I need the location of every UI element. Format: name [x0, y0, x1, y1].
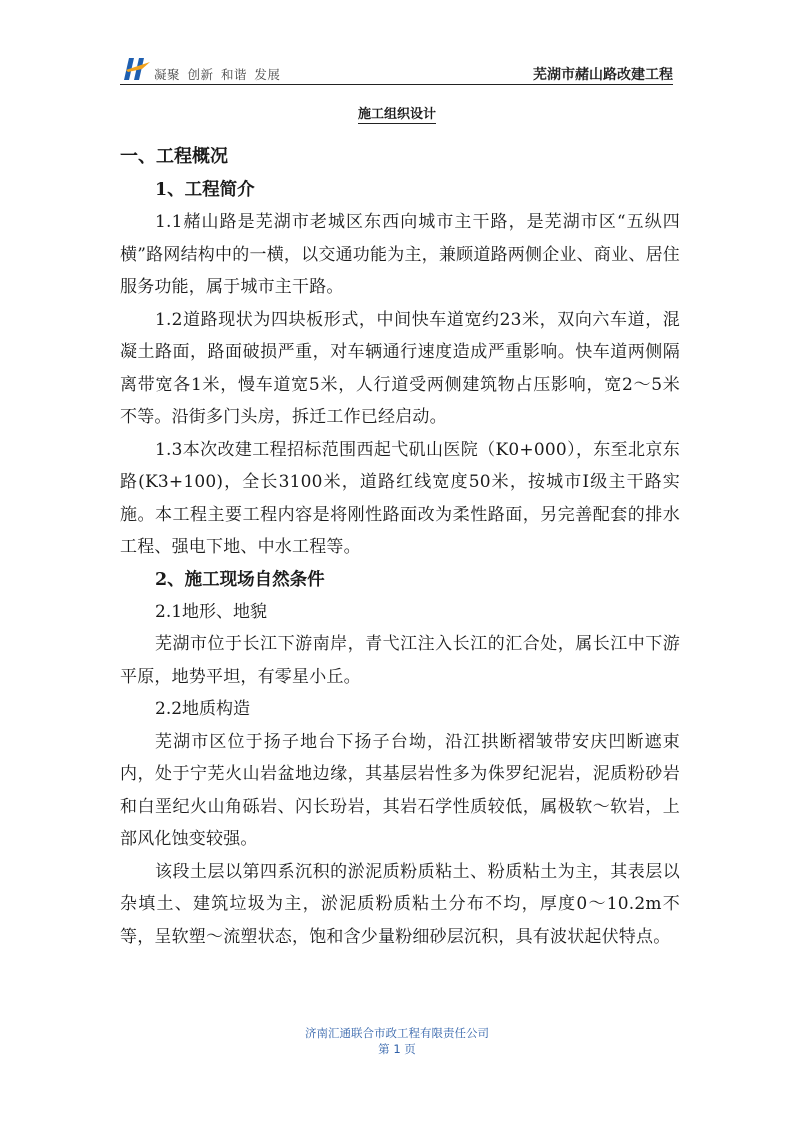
document-title-text: 施工组织设计: [357, 107, 436, 122]
paragraph: 1.2道路现状为四块板形式，中间快车道宽约23米，双向六车道，混凝土路面，路面破损严重，对车辆通行速度造成严重影响。快车道两侧隔离带宽各1米，慢车道宽5米，人行道受两侧建筑物占压影响，宽2～5米不等。沿街多门头房，拆迁工作已经启动。: [120, 309, 680, 427]
header-project-name: 芜湖市赭山路改建工程: [533, 67, 673, 83]
document-title: [0, 103, 794, 122]
header-slogan: 凝聚 创新 和谐 发展: [154, 67, 281, 82]
paragraph: 1.3本次改建工程招标范围西起弋矶山医院（K0+000），东至北京东路(K3+100)，全长3100米，道路红线宽度50米，按城市I级主干路实施。本工程主要工程内容是将刚性路面改为柔性路面，另完善配套的排水工程、强电下地、中水工程等。: [120, 439, 680, 557]
paragraph: 芜湖市位于长江下游南岸，青弋江注入长江的汇合处，属长江中下游平原，地势平坦，有零星小丘。: [120, 634, 680, 687]
item-label: 2.2地质构造: [155, 699, 251, 719]
page-footer: [0, 1025, 794, 1057]
company-logo-icon: [124, 56, 150, 82]
paragraph: 该段土层以第四系沉积的淤泥质粉质粘土、粉质粘土为主，其表层以杂填土、建筑垃圾为主，淤泥质粉质粘土分布不均，厚度0～10.2m不等，呈软塑～流塑状态，饱和含少量粉细砂层沉积，具有波状起伏特点。: [120, 861, 680, 947]
footer-company: 济南汇通联合市政工程有限责任公司: [305, 1026, 489, 1040]
paragraph: 芜湖市区位于扬子地台下扬子台坳，沿江拱断褶皱带安庆凹断遮束内，处于宁芜火山岩盆地边缘，其基层岩性多为侏罗纪泥岩，泥质粉砂岩和白垩纪火山角砾岩、闪长玢岩，其岩石学性质较低，属极软～软岩，上部风化蚀变较强。: [120, 731, 680, 849]
item-label: 2.1地形、地貌: [155, 601, 268, 622]
paragraph: 1.1赭山路是芜湖市老城区东西向城市主干路，是芜湖市区“五纵四横”路网结构中的一横，以交通功能为主，兼顾道路两侧企业、商业、居住服务功能，属于城市主干路。: [120, 212, 680, 297]
header-divider: [120, 84, 673, 85]
page-number: 第 1 页: [378, 1042, 416, 1056]
section-heading: 一、工程概况: [120, 146, 228, 167]
page-header: [120, 56, 673, 86]
document-body: [120, 140, 680, 953]
subsection-heading: 2、施工现场自然条件: [155, 569, 325, 590]
subsection-heading: 1、工程简介: [155, 180, 255, 200]
